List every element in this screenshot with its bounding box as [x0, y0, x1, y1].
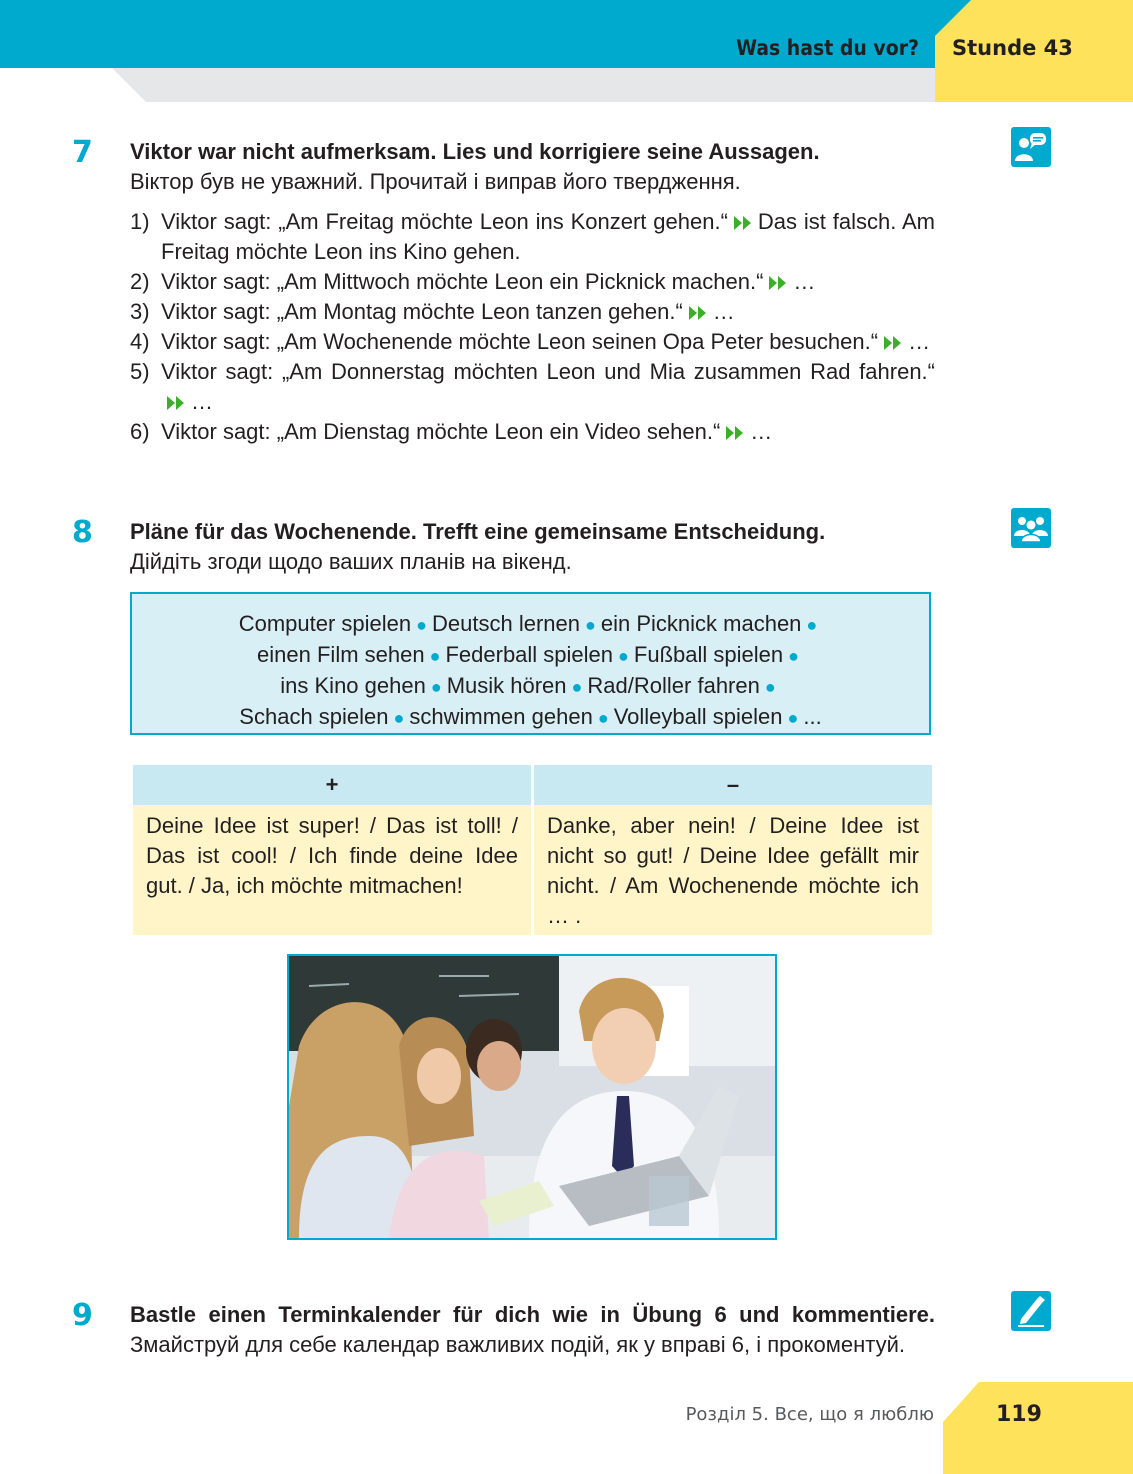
exercise-7-title-uk: Віктор був не уважний. Прочитай і виправ його твердження. — [130, 169, 741, 194]
word-box — [130, 592, 931, 735]
exercise-9-number: 9 — [72, 1298, 93, 1333]
chapter-footer: Розділ 5. Все, що я люблю — [685, 1404, 934, 1425]
word-line: Schach spielen ● schwimmen gehen ● Volleyball spielen ● ... — [239, 704, 822, 729]
forward-arrow-icon — [734, 216, 752, 230]
list-item: 5) Viktor sagt: „Am Donnerstag möchten Leon und Mia zusammen Rad fahren.“… — [130, 359, 935, 414]
exercise-8-title — [130, 517, 935, 577]
phrases-table — [130, 765, 935, 935]
exercise-7-list — [130, 207, 935, 447]
list-item: 1) Viktor sagt: „Am Freitag möchte Leon ins Konzert gehen.“ Das ist falsch. Am Freitag möchte Leon ins Kino gehen. — [130, 209, 935, 264]
exercise-8-title-uk: Дійдіть згоди щодо ваших планів на вікенд. — [130, 549, 572, 574]
minus-header: – — [534, 765, 932, 805]
list-item: 3) Viktor sagt: „Am Montag möchte Leon tanzen gehen.“ … — [130, 299, 735, 324]
classroom-photo — [287, 954, 777, 1240]
page-number-tab — [943, 1382, 1133, 1474]
exercise-9-title-de: Bastle einen Terminkalender für dich wie in Übung 6 und kommentiere. — [130, 1302, 935, 1327]
group-icon — [1011, 508, 1051, 548]
exercise-9-title-uk: Змайструй для себе календар важливих подій, як у вправі 6, і прокоментуй. — [130, 1332, 905, 1357]
list-item: 4) Viktor sagt: „Am Wochenende möchte Leon seinen Opa Peter besuchen.“ … — [130, 329, 931, 354]
topic-title: Was hast du vor? — [736, 36, 919, 60]
forward-arrow-icon — [726, 426, 744, 440]
header-shadow-strip — [112, 68, 935, 102]
exercise-9-title — [130, 1300, 935, 1360]
forward-arrow-icon — [167, 396, 185, 410]
word-line: einen Film sehen ● Federball spielen ● Fußball spielen ● — [257, 642, 799, 667]
exercise-8-title-de: Pläne für das Wochenende. Trefft eine gemeinsame Entscheidung. — [130, 519, 826, 544]
pencil-icon — [1011, 1291, 1051, 1331]
forward-arrow-icon — [769, 276, 787, 290]
list-item: 6) Viktor sagt: „Am Dienstag möchte Leon ein Video sehen.“ … — [130, 419, 773, 444]
exercise-7-title — [130, 137, 935, 197]
forward-arrow-icon — [689, 306, 707, 320]
word-line: ins Kino gehen ● Musik hören ● Rad/Roller fahren ● — [280, 673, 776, 698]
word-line: Computer spielen ● Deutsch lernen ● ein Picknick machen ● — [238, 611, 818, 636]
forward-arrow-icon — [884, 336, 902, 350]
exercise-8-number: 8 — [72, 515, 93, 550]
exercise-7-title-de: Viktor war nicht aufmerksam. Lies und korrigiere seine Aussagen. — [130, 139, 820, 164]
minus-phrases: Danke, aber nein! / Deine Idee ist nicht so gut! / Deine Idee gefällt mir nicht. / Am Wochenende möchte ich … . — [534, 805, 932, 935]
lesson-label: Stunde 43 — [952, 36, 1073, 60]
page-number: 119 — [996, 1402, 1042, 1427]
list-item: 2) Viktor sagt: „Am Mittwoch möchte Leon ein Picknick machen.“ … — [130, 269, 816, 294]
plus-phrases: Deine Idee ist super! / Das ist toll! / Das ist cool! / Ich finde deine Idee gut. / Ja, ich möchte mitmachen! — [133, 805, 531, 935]
speech-person-icon — [1011, 127, 1051, 167]
plus-header: + — [133, 765, 531, 805]
exercise-7-number: 7 — [72, 135, 93, 170]
